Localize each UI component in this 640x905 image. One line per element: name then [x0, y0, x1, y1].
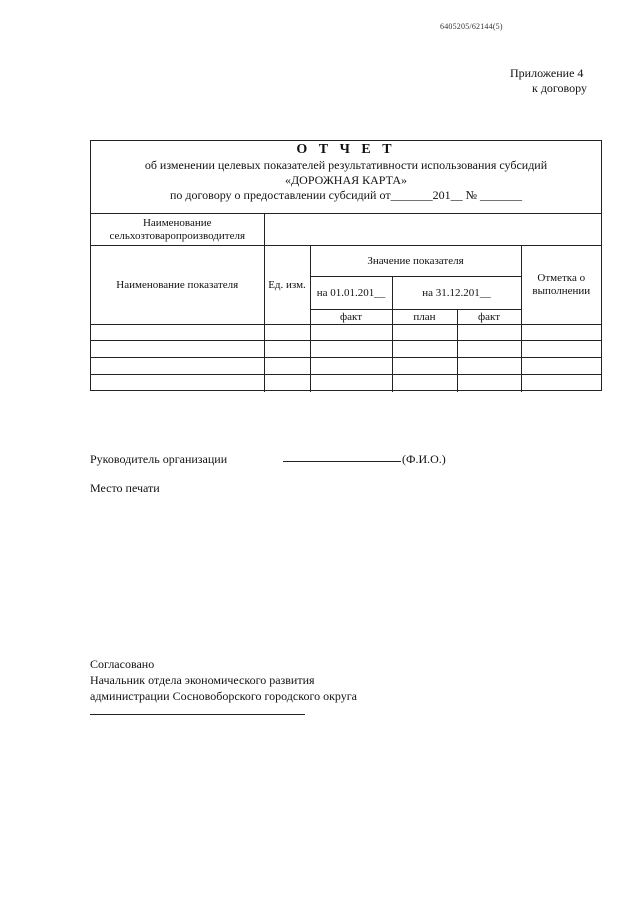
table-cell[interactable] — [457, 341, 521, 358]
report-form — [90, 140, 602, 391]
table-cell[interactable] — [91, 341, 264, 358]
agreed-signature-line[interactable] — [90, 714, 305, 715]
mark-header: Отметка о выполнении — [521, 246, 601, 325]
unit-header: Ед. изм. — [264, 246, 310, 325]
table-cell[interactable] — [521, 375, 601, 392]
table-cell[interactable] — [392, 358, 457, 375]
table-cell[interactable] — [91, 358, 264, 375]
table-cell[interactable] — [457, 358, 521, 375]
table-cell[interactable] — [264, 358, 310, 375]
report-subtitle-line2: «ДОРОЖНАЯ КАРТА» — [284, 173, 407, 187]
table-cell[interactable] — [264, 375, 310, 392]
table-cell[interactable] — [310, 375, 392, 392]
table-cell[interactable] — [392, 375, 457, 392]
appendix-label: Приложение 4 — [510, 66, 584, 80]
value-header: Значение показателя — [310, 246, 521, 277]
indicator-name-header: Наименование показателя — [91, 246, 264, 325]
director-label: Руководитель организации — [90, 452, 228, 466]
table-cell[interactable] — [91, 375, 264, 392]
agreed-position-line1: Начальник отдела экономического развития — [90, 673, 315, 687]
table-cell[interactable] — [521, 325, 601, 341]
table-cell[interactable] — [310, 358, 392, 375]
signature-line[interactable] — [283, 461, 401, 462]
table-cell[interactable] — [521, 341, 601, 358]
table-cell[interactable] — [392, 325, 457, 341]
table-cell[interactable] — [310, 341, 392, 358]
table-cell[interactable] — [457, 375, 521, 392]
document-number: 6405205/62144(5) — [440, 22, 503, 31]
indicators-table — [91, 213, 601, 392]
agreed-label: Согласовано — [90, 657, 155, 671]
producer-name-value[interactable] — [264, 214, 601, 246]
table-cell[interactable] — [91, 325, 264, 341]
table-cell[interactable] — [392, 341, 457, 358]
producer-name-label: Наименование сельхозтоваропроизводителя — [91, 214, 264, 246]
fio-label: (Ф.И.О.) — [402, 452, 446, 466]
table-cell[interactable] — [521, 358, 601, 375]
report-title: О Т Ч Е Т — [296, 142, 396, 157]
report-subtitle-line3: по договору о предоставлении субсидий от_______201__ № _______ — [169, 188, 523, 202]
stamp-label: Место печати — [90, 481, 160, 495]
date-start-header: на 01.01.201__ — [310, 277, 392, 310]
fact-header-start: факт — [310, 310, 392, 325]
agreed-position-line2: администрации Сосновоборского городского округа — [90, 689, 357, 703]
date-end-header: на 31.12.201__ — [392, 277, 521, 310]
table-cell[interactable] — [264, 341, 310, 358]
plan-header: план — [392, 310, 457, 325]
table-cell[interactable] — [457, 325, 521, 341]
appendix-contract-label: к договору — [532, 81, 587, 95]
report-subtitle-line1: об изменении целевых показателей результативности использования субсидий — [144, 158, 548, 172]
table-cell[interactable] — [310, 325, 392, 341]
fact-header-end: факт — [457, 310, 521, 325]
table-cell[interactable] — [264, 325, 310, 341]
report-title-block — [91, 141, 601, 213]
